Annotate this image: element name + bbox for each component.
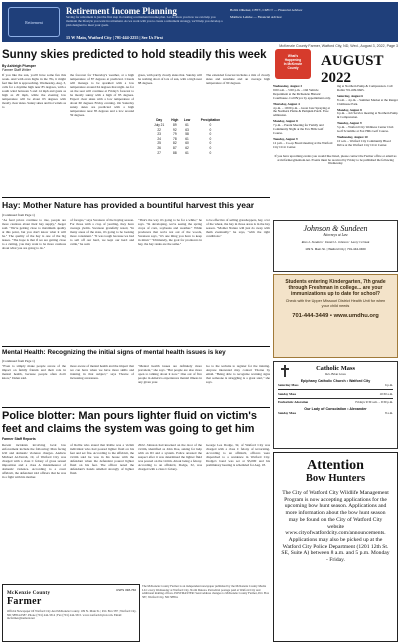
mass-pastor: Rev. Brian Gross	[325, 372, 346, 376]
bow-hunters-title: Attention	[307, 458, 364, 473]
table-cell: 63	[185, 127, 189, 132]
mass-row-label: Sunday Mass	[278, 411, 297, 415]
table-cell: 24	[157, 136, 161, 141]
law-firm-contact: 109 S. Main St. | Watford City | 701-444-3460	[305, 247, 366, 251]
retirement-ad-phone: 15 W Main, Watford City | 701-444-2255 | See Us First	[66, 35, 163, 40]
mental-health-col-2: more aware of mental health and the impact that we can have when we have more skills and training in that subject," says Thorne of increasing awareness.	[70, 364, 134, 380]
event-date: Saturday, August 6	[337, 93, 363, 98]
hay-continued: (Continued from Page 1)	[2, 213, 35, 217]
masthead-box	[2, 584, 140, 642]
calendar-note: If you have upcoming events you would like listed, please contact the Farmer office or email us at mcfarmer@nemont.net. Events must be received by Friday to be published the following Wednesday.	[274, 153, 397, 166]
police-blotter-headline: Police blotter: Man pours lighter fluid on victim's feet and claims the system was going to get him	[2, 410, 258, 435]
mental-health-headline: Mental Health: Recognizing the initial signs of mental health issues is key	[2, 349, 226, 356]
table-cell: 62	[185, 146, 189, 151]
mass-row	[274, 411, 397, 415]
table-cell: 23	[157, 132, 161, 137]
table-cell: 0	[209, 146, 212, 151]
weather-col-4: The extended forecast includes a mix of cloudy skies and sunshine and an average high temperature of 90 degrees.	[206, 73, 270, 85]
event-date: Monday, August 8	[337, 107, 362, 112]
masthead-title: Farmer	[7, 596, 42, 607]
law-firm-names: Ross L. Sundeen · Daniel L. Johnson · Lacey Cermak	[301, 240, 370, 244]
section-divider	[2, 197, 270, 198]
event-text: ing at Northern Pump & Compression. Call Robin 701-609-9665.	[337, 84, 393, 92]
retirement-ad-contact-1: Bobbi Olheiser, CFP®, ChFC® — Financial Advisor	[230, 8, 303, 12]
police-col-4: George Lee Dodge, 32, of Watford City was charged with a class C felony of terrorizing. According to an affidavit, officers were dispatched to a residence in Watford City. Dodge's bond was set at $5,000 and his preliminary hearing is scheduled for Aug. 18.	[206, 443, 270, 467]
event-text: 4 p.m. – 10:00 p.m. – Great Jazz Spraying at the Northern Plains & Pumpkin Patch. Free admission.	[273, 105, 330, 118]
hay-col-2: of forages," says Swanson of the haying season. For those with a crop of yearling, they have average yields. Swanson gratefully noted, "In many areas of the state, it's going to be looking more consistent." "It was tough because we had to sell off our herd, we kept our herd and cattle," he said.	[70, 218, 134, 246]
cross-icon	[280, 365, 290, 377]
mental-health-col-1: "Even to simply make people aware of the impact on family friends and their role in mental health, because people often don't know," Dalen said.	[2, 364, 66, 380]
event-text: 6 p.m. – Job Service meeting at Northern Pump & Compression.	[337, 111, 398, 120]
usps-number: USPS 338-760	[115, 588, 136, 592]
event-date: Tuesday, August 9	[337, 121, 362, 126]
weather-header-high: High	[171, 118, 179, 123]
weather-byline-name: By Ashleigh Plumper	[2, 64, 36, 68]
weather-byline	[2, 64, 36, 72]
immunization-ad[interactable]	[273, 274, 398, 358]
mass-row-label: Eucharistic Adoration	[278, 400, 309, 404]
mental-health-continued: (Continued from Page 1)	[2, 359, 35, 363]
catholic-mass-ad[interactable]	[273, 361, 398, 449]
masthead-prefix: McKenzie County	[7, 591, 51, 596]
bow-hunters-body: The City of Watford City Wildlife Management Program is now accepting applications for the upcoming bow hunt season. Applications and more information about the bow hunt season may be found on the City of Watford City website www.cityofwatfordcity.com/announcements. Applications may also be picked up at the Watford City Police Department (1201 12th St. SE, Suite A) between 8 a.m. and 5 p.m. Monday - Friday.	[281, 490, 390, 564]
calendar-badge	[275, 49, 311, 79]
table-cell: 26	[157, 146, 161, 151]
weather-headline: Sunny skies predicted to hold steadily this week	[2, 49, 267, 61]
weather-header-day: Day	[156, 118, 163, 123]
table-cell: 27	[157, 150, 161, 155]
table-cell: 78	[173, 136, 177, 141]
divider	[278, 398, 393, 399]
weather-header-low: Low	[183, 118, 191, 123]
event-date: Tuesday, August 9	[273, 136, 298, 141]
mass-row-time: 10:30 a.m.	[379, 391, 393, 396]
hay-col-3: "That's the way it's going to be for a while," he says. "In developing, we're seeing the spring crops of corn, soybeans and weather." While producers that we're not out of the woods, Swanson says, "it's one thing you have to keep in mind." "Ultimately, the goal for producers in hay, the hay ranks are the same."	[138, 218, 202, 246]
weather-col-3: grees, with partly cloudy skies that. Sunday will be nothing short of lots of sun, with a high near 88 degrees.	[138, 73, 202, 85]
police-col-2: of Rollie who stated that Rollie was a victim individual who had poured lighter fluid on his feet and set fire. According to the affidavit, the victim said he was in his house with the defendant when the defendant poured lighter fluid on his feet. The officer noted the defendant's hands smelled strongly of lighter fluid.	[70, 443, 134, 475]
retirement-ad-body: Saving for retirement is just the first step in creating a retirement income plan. Let us show you how we can help you maintain the lifestyle you want in retirement. As we work with you to create a retirement strategy, we'll help you develop a plan designed to meet your goals.	[66, 15, 223, 27]
weather-table-header	[150, 118, 228, 123]
police-blotter-byline	[2, 437, 36, 441]
event-date: Monday, August 8	[273, 119, 298, 124]
police-col-1: Recent incidents involving local law enforcement include the following: Man facing GSI and domestic violence charges. Andrew Michael Al-Tarrah, 19, of Watford City was charged with a class C felony of gross sexual imposition and a class A misdemeanor of domestic violence. According to a court affidavit, the defendant told officers that he was in a fight with his mother.	[2, 443, 66, 479]
event-text: 9:00 a.m. – 5:00 p.m. – Old Vehicle Department at the McKenzie Historic Courthouse. Call Bryce by appointment only.	[273, 87, 331, 100]
event-text: 12 p.m. – Co-op Board meeting at the Watford City Civic Center.	[273, 140, 333, 149]
folio-line	[2, 44, 398, 48]
divider	[278, 389, 393, 390]
police-blotter-byline-name: Farmer Staff Reports	[2, 437, 36, 441]
retirement-ad[interactable]	[2, 2, 398, 42]
weather-byline-role: Farmer Staff Writer	[2, 68, 31, 72]
calendar-badge-line: Happening	[284, 58, 302, 62]
event-date: Wednesday, August 3	[273, 84, 302, 88]
folio-right: McKenzie County Farmer, Watford City, ND, Wed., August 3, 2022, Page 3	[279, 44, 398, 48]
weather-table	[150, 118, 228, 155]
retirement-ad-contact-2: Matthew Lehrke — Financial Advisor	[230, 15, 282, 20]
calendar-listing	[273, 85, 398, 166]
masthead-info: Official Newspaper Of Watford City And McKenzie County. 109 N. Main St. | P.O. Box 587 | Watford City, ND 58854-0587. Phone (701) 444-3314 | Fax (701) 444-3315. www.watfordcitynd.com. Email: mcfarmer@nemont.net	[7, 609, 137, 621]
mass-row-time: Fridays 9:30 a.m. – 9:30 p.m.	[355, 400, 393, 404]
table-cell: 87	[173, 146, 177, 151]
church-name-2: Our Lady of Consolation • Alexander	[304, 407, 367, 411]
calendar-month: AUGUST 2022	[321, 53, 384, 86]
mass-row-time: 6 p.m.	[384, 383, 393, 387]
table-cell: 0	[209, 123, 212, 128]
calendar-badge-line: County	[287, 66, 299, 70]
masthead-name	[7, 591, 50, 607]
weather-header-precip: Precipitation	[200, 118, 221, 123]
mental-health-col-3: "Mental health issues are definitely more prevalent," she says. "But people are also more open to talking about it now." One out of five people in America experiences mental illness in any given year.	[138, 364, 202, 384]
table-cell: 0	[209, 150, 212, 155]
immunization-ad-body: Check with the Upper Missouri District Health Unit for when your child needs	[285, 299, 386, 308]
table-cell: 58	[185, 132, 189, 137]
law-firm-sub: Attorneys at Law	[323, 233, 348, 237]
event-text: 5 p.m. – Watford City Wellness Center Club Golf Scramble at Fox Hills Golf Course.	[337, 125, 394, 134]
event-date: Wednesday, August 10	[337, 134, 368, 139]
table-cell: 92	[173, 127, 177, 132]
table-cell: 79	[173, 132, 177, 137]
table-cell: 61	[185, 123, 189, 128]
table-cell: 61	[185, 136, 189, 141]
retirement-ad-contacts	[230, 8, 390, 19]
table-cell: 88	[173, 150, 177, 155]
hay-col-4: to be effective of selling grasshoppers, hay, a lot of the wheat, the hay in those areas is in the hay season. "Mother Nature will just do away with them eventually," he says, "with the right conditions."	[206, 218, 270, 238]
table-cell: 60	[185, 141, 189, 146]
table-cell: 82	[173, 141, 177, 146]
table-cell: 89	[173, 123, 177, 128]
table-cell: 0	[209, 136, 212, 141]
mass-row-label: Saturday Mass	[278, 383, 299, 387]
mass-row-label: Sunday Mass	[278, 391, 297, 396]
table-cell: 0	[209, 127, 212, 132]
calendar-left-column	[273, 85, 334, 152]
mental-health-col-4: Go to the website to register for the training. Anyone interested may contact Thorne by email. "Being able to recognize warning signs that someone is struggling is a great start," she says.	[206, 364, 270, 384]
table-cell: July 21	[154, 123, 165, 128]
table-cell: 61	[185, 150, 189, 155]
church-name-1: Epiphany Catholic Church • Watford City	[300, 379, 371, 383]
table-cell: 22	[157, 127, 161, 132]
retirement-ad-logo: Retirement	[8, 7, 60, 37]
calendar-badge-line: In McKenzie	[283, 62, 303, 66]
bow-hunters-ad[interactable]	[273, 452, 398, 642]
weather-col-1: If you like the sun, you'll have some fun this week. And with even highs in the 70s, it might feel like fall is approaching. Wednesday, Aug. 3, calls for a daytime high near 85 degrees, with a south wind between 5 and 14 mph and gusts as high as 20 mph, while the evening low temperature will be about 63 degrees with mostly clear skies. Sunny skies and hot winds as to	[2, 73, 67, 109]
table-row	[150, 150, 228, 155]
mass-row	[274, 400, 397, 404]
weather-col-2: the forecast for Thursday's weather, at a high temperature of 87 degrees at predicted. Clouds will manage to be sparkled with a low temperature around 64 degrees that night. As for on the seat will continue at Friday's forecast to be mostly sunny with a high of 85 degrees. Expect clear skies with a low temperature of about 60 degrees Friday evening. On Saturday sunny skies are predicted with a high temperature near 85 degrees and a low around 59 degrees.	[70, 73, 134, 117]
mass-title: Catholic Mass	[316, 365, 355, 372]
mass-row	[274, 383, 397, 387]
event-text: 10 a.m. – Watford City Community Blood Drive at the Watford City Civic Center.	[337, 138, 391, 147]
mass-row-time: 8 a.m.	[385, 411, 393, 415]
calendar-right-column	[337, 85, 398, 152]
event-text: 8 a.m. – 4 p.m. – Summer Market at the Ranger Clubhouse Park.	[337, 97, 398, 106]
table-cell: 0	[209, 132, 212, 137]
section-divider	[2, 407, 270, 408]
mass-row	[274, 392, 397, 396]
section-divider	[2, 346, 270, 347]
retirement-ad-title: Retirement Income Planning	[66, 6, 177, 16]
masthead-note: The McKenzie County Farmer is an independent newspaper published by the McKenzie County Media LLC every Wednesday at Watford City, North Dakota. Periodical postage paid at Watford City and additional mailing offices. POSTMASTER: Send address changes to McKenzie County Farmer, P.O. Box 587, Watford City, ND 58854.	[142, 584, 269, 600]
event-text: 7 p.m. – Parent Meeting for Family and Community Night at the Fox Hills Golf Course.	[273, 123, 324, 135]
hay-col-1: "As feed prices continue to rise, people are more cautious about their hay supply," Jaeger said. "We're getting close to maximum quality at this point, but you don't know what it will be." The quality of the hay is one of the big issues. "The hope is that if we are getting close to a cutting, you may want to be more cautious about what you are going to do."	[2, 218, 66, 250]
immunization-ad-headline: Students entering Kindergarten, 7th grade through Freshman in college... are your immunizations up to date for school?	[285, 279, 386, 297]
law-firm-ad[interactable]	[273, 220, 398, 272]
police-col-3: 2022. Johnson had knocked on the door of the victim, identified as John Doe, asking for help with an ID and a system. Police arrested the suspect after it was determined the lighter fluid was poured on the victim. About being a felony. According to an affidavit, Dodge, 32, was charged with a class C felony.	[138, 443, 202, 471]
event-date: Thursday, August 4	[273, 101, 300, 106]
hay-headline: Hay: Mother Nature has provided a bountiful harvest this year	[2, 200, 255, 210]
calendar-badge-line: What's	[287, 54, 299, 58]
table-cell: 25	[157, 141, 161, 146]
immunization-ad-phone: 701-444-3449 • www.umdhu.org	[292, 312, 379, 319]
law-firm-logo: Johnson & Sundeen	[303, 224, 368, 233]
bow-hunters-title-2: Bow Hunters	[305, 473, 366, 484]
table-cell: 0	[209, 141, 212, 146]
